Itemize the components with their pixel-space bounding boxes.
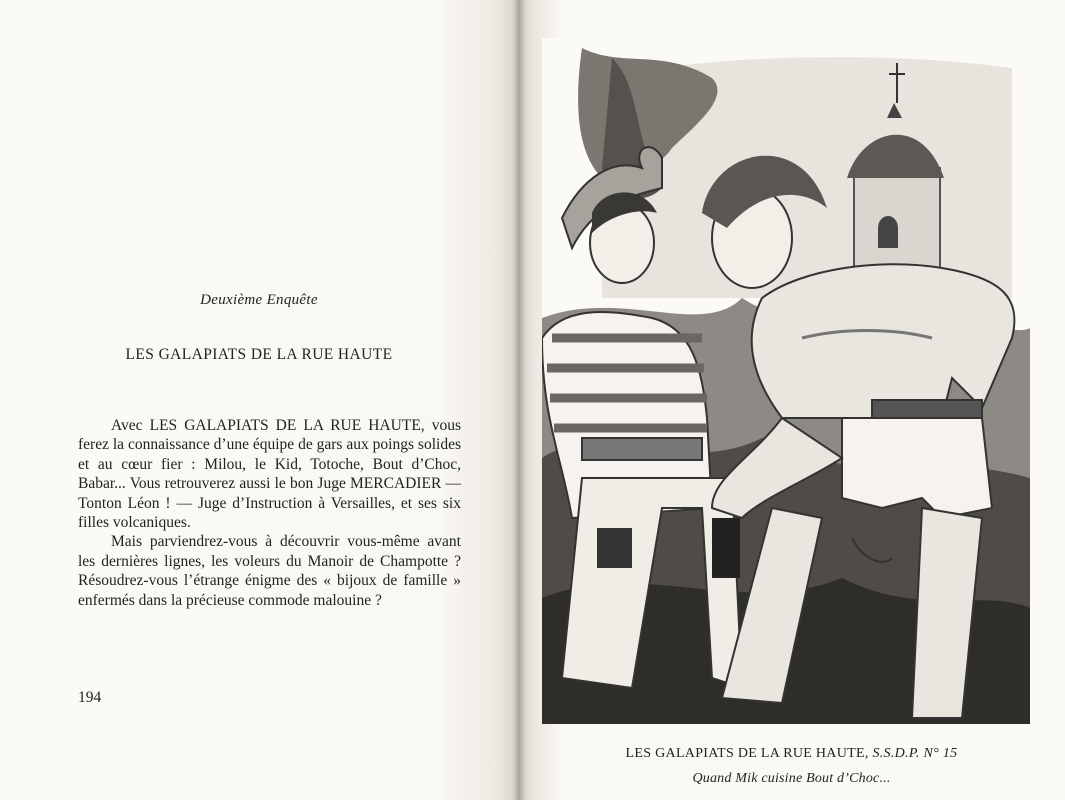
page-number: 194 (78, 689, 102, 706)
caption-title (518, 746, 1065, 762)
illustration (542, 38, 1030, 724)
caption-title-text: LES GALAPIATS DE LA RUE HAUTE, (625, 746, 869, 761)
chapter-title: LES GALAPIATS DE LA RUE HAUTE (125, 346, 393, 363)
paragraph-1: Avec LES GALAPIATS DE LA RUE HAUTE, vous ferez la connaissance d’une équipe de gars aux poings solides et au cœur fier : Milou, le Kid, Totoche, Bout d’Choc, Babar... Vous retrouverez aussi le bon Juge MERCADIER — Tonton Léon ! — Juge d’Instruction à Versailles, et ses six filles volcaniques. (78, 417, 461, 532)
paragraph-2: Mais parviendrez-vous à découvrir vous-même avant les dernières lignes, les voleurs du Manoir de Champotte ? Résoudrez-vous l’étrange énigme des « bijoux de famille » enfermés dans la précieuse commode malouine ? (78, 533, 461, 609)
left-page (0, 0, 518, 800)
caption-subtitle: Quand Mik cuisine Bout d’Choc... (692, 771, 891, 786)
book-gutter (512, 0, 526, 800)
chapter-kicker: Deuxième Enquête (200, 292, 318, 308)
caption-series: S.S.D.P. N° 15 (872, 746, 958, 761)
body-text (78, 416, 461, 610)
